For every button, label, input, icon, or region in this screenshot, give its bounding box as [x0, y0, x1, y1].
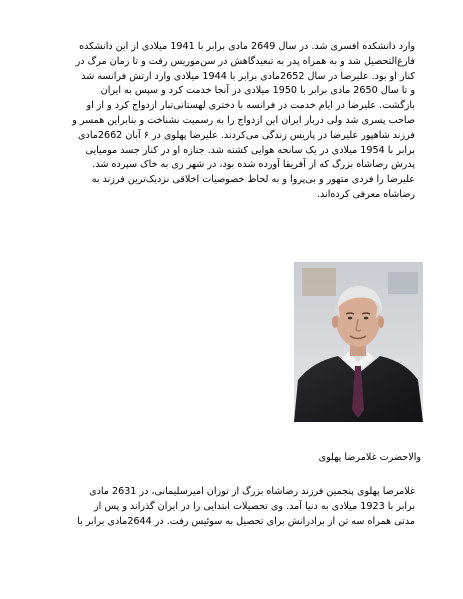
text-line: فرزند شاهپور علیرضا در پاریس زندگی می‌کردند. علیرضا پهلوی در ۶ آبان 2662مادی [78, 129, 415, 141]
text-line: غلامرضا پهلوی پنجمین فرزند رضاشاه بزرگ از توران امیرسلیمانی، در 2631 مادی [89, 486, 415, 497]
paragraph-alireza [60, 40, 415, 203]
text-line: پدرش رضاشاه بزرگ که از آفریقا آورده شده بود، در شهر ری به خاک سپرده شد. [92, 159, 415, 171]
text-line: مدتی همراه سه تن از برادرانش برای تحصیل به سوئیس رفت. در 2644مادی برابر با [77, 515, 415, 527]
text-line: فارغ‌التحصیل شد و به همراه پدر به تبعیدگاهش در سن‌موریس رفت و تا زمان مرگ در [75, 55, 415, 67]
text-line: و تا سال 2650 مادی برابر با 1950 میلادی در آنجا خدمت کرد و سپس به ایران [100, 85, 415, 97]
text-line: رضاشاه معرفی کرده‌اند. [316, 188, 415, 200]
text-line: علیرضا را فردی متهور و بی‌پروا و به لحاظ خصوصیات اخلاقی نزدیک‌ترین فرزند به [91, 174, 415, 186]
text-line: برابر با 1923 میلادی به دنیا آمد. وی تحصیلات ابتدایی را در ایران گذراند و پس از [94, 500, 415, 512]
portrait-photo [294, 262, 423, 422]
text-line: برابر با 1954 میلادی در یک سانحه هوایی کشته شد. جنازه او در کنار جسد مومیایی [85, 144, 415, 156]
text-line: وارد دانشکده افسری شد. در سال 2649 مادی برابر با 1941 میلادی از این دانشکده [79, 41, 415, 52]
text-line: صاحب پسری شد ولی دربار ایران این ازدواج را به رسمیت نشناخت و بنابراین همسر و [72, 114, 415, 126]
paragraph-gholamreza [60, 485, 415, 529]
portrait-illustration [294, 262, 423, 422]
text-line: بازگشت. علیرضا در ایام خدمت در فرانسه با دختری لهستانی‌تبار ازدواج کرد و از او [86, 100, 415, 112]
photo-caption: والاحضرت غلامرضا پهلوی [318, 452, 421, 463]
text-line: کنار او بود. علیرضا در سال 2652مادی برابر با 1944 میلادی وارد ارتش فرانسه شد [81, 70, 415, 82]
